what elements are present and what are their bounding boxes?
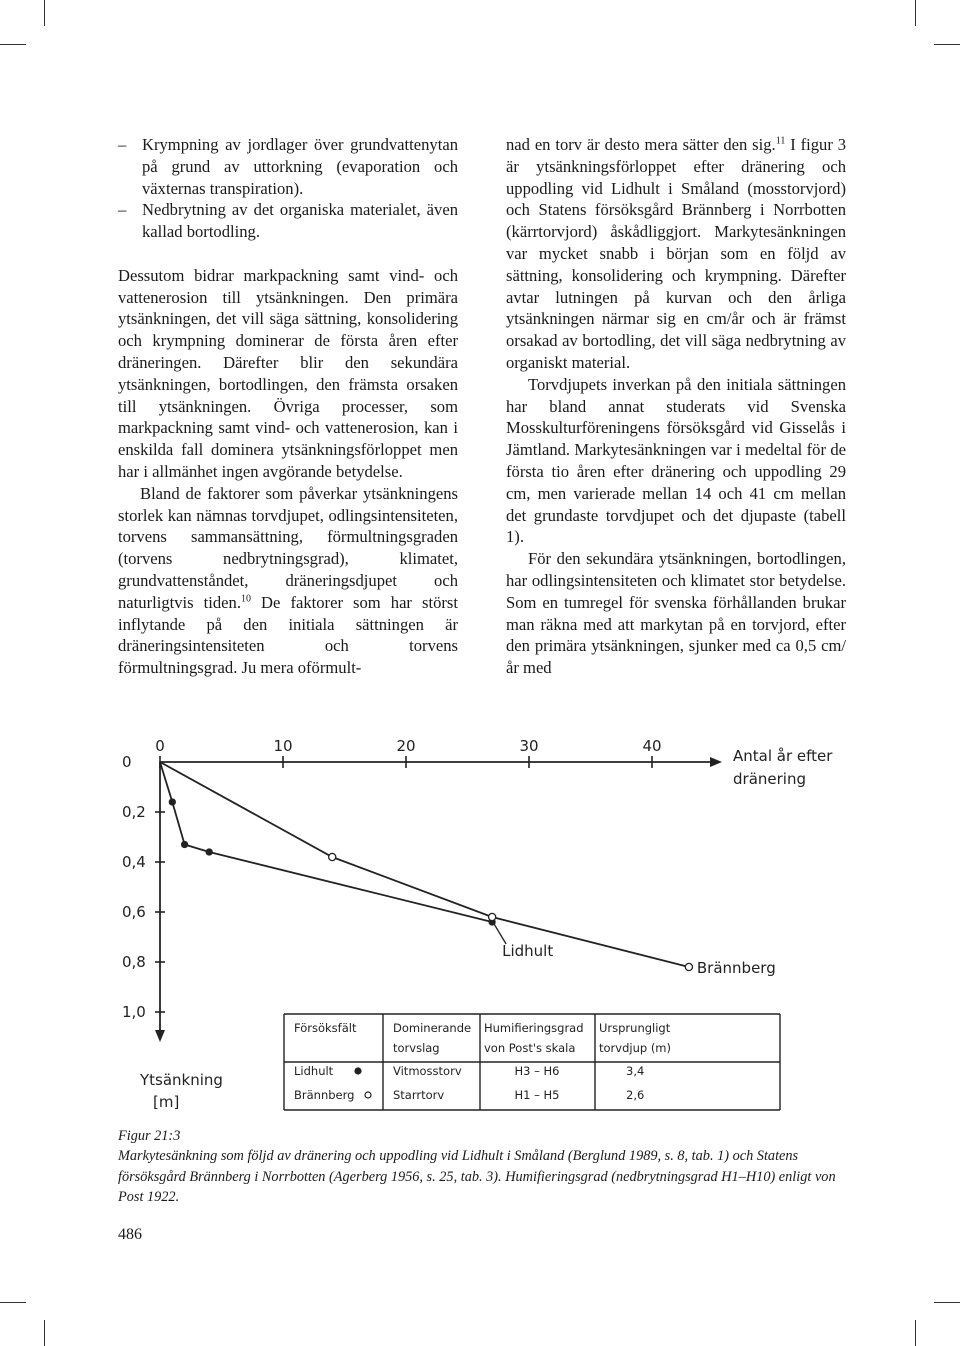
data-point bbox=[329, 853, 336, 860]
crop-mark bbox=[915, 0, 916, 26]
footnote-ref: 10 bbox=[240, 593, 251, 605]
paragraph: För den sekundära ytsänkningen, bortodlingen, har odlingsintensiteten och klimatet stor betydelse. Som en tumregel för svenska förhållanden brukar man räkna med att markytan på en torvjord, efter den primära ytsänkningen, sjunker med ca 0,5 cm/år med bbox=[506, 549, 846, 678]
paragraph bbox=[118, 483, 458, 679]
crop-mark bbox=[44, 1320, 45, 1346]
table-header: Ursprungligt bbox=[599, 1021, 671, 1035]
bullet-item bbox=[118, 134, 458, 199]
legend-marker bbox=[355, 1068, 361, 1074]
table-cell: 2,6 bbox=[626, 1088, 645, 1102]
y-tick-label: 0,6 bbox=[122, 903, 146, 921]
x-tick-label: 10 bbox=[273, 737, 293, 755]
x-ticks bbox=[155, 737, 661, 768]
paragraph-text: I figur 3 är ytsänkningsförloppet efter dränering och uppodling vid Lidhult i Småland (mosstorvjord) och Statens försöksgård Brännberg i Norrbotten (kärrtorvjord) åskådliggjort. Markytesänkningen var mycket snabb i början som en följd av sättning, konsolidering och krympning. Därefter avtar lutningen på kurvan och den årliga ytsänkningen närmar sig en cm/år och är främst orsakad av bortodling, det vill säga nedbrytning av organiskt material. bbox=[506, 135, 846, 372]
x-tick-label: 20 bbox=[396, 737, 416, 755]
x-tick-label: 40 bbox=[642, 737, 662, 755]
table-cell: 3,4 bbox=[626, 1064, 645, 1078]
series-label: Lidhult bbox=[502, 942, 554, 960]
series-label: Brännberg bbox=[696, 959, 776, 977]
series-label-leader bbox=[494, 924, 506, 944]
y-axis-label: Ytsänkning bbox=[140, 1071, 223, 1089]
y-tick-label: 1,0 bbox=[122, 1003, 146, 1021]
figure-caption bbox=[118, 1126, 858, 1208]
x-tick-label: 0 bbox=[155, 737, 165, 755]
bullet-marker: – bbox=[118, 200, 127, 220]
bullet-text: Nedbrytning av det organiska materialet, även kallad bortodling. bbox=[142, 200, 458, 242]
y-tick-label: 0,2 bbox=[122, 803, 146, 821]
table-header: Humifieringsgrad bbox=[484, 1021, 584, 1035]
crop-mark bbox=[934, 44, 960, 45]
table-cell: Starrtorv bbox=[393, 1088, 445, 1102]
crop-mark bbox=[0, 1302, 26, 1303]
legend-marker bbox=[365, 1092, 371, 1098]
data-point bbox=[169, 799, 175, 805]
legend-table bbox=[284, 1014, 780, 1110]
right-text-column bbox=[506, 134, 846, 679]
bullet-text: Krympning av jordlager över grundvattenytan på grund av uttorkning (evaporation och växternas transpiration). bbox=[142, 135, 458, 198]
table-header: von Post's skala bbox=[484, 1041, 576, 1055]
data-point bbox=[206, 849, 212, 855]
bullet-marker: – bbox=[118, 135, 127, 154]
table-cell: H3 – H6 bbox=[514, 1064, 560, 1078]
x-axis-arrow bbox=[710, 757, 722, 767]
table-cell: Lidhult bbox=[294, 1064, 334, 1078]
data-point bbox=[489, 913, 496, 920]
table-cell: Brännberg bbox=[294, 1088, 355, 1102]
table-header: torvslag bbox=[393, 1041, 440, 1055]
left-text-column bbox=[118, 134, 458, 679]
y-axis-label: [m] bbox=[153, 1093, 180, 1111]
crop-mark bbox=[934, 1302, 960, 1303]
table-header: Dominerande bbox=[393, 1021, 472, 1035]
y-tick-label: 0,4 bbox=[122, 853, 146, 871]
data-point bbox=[685, 963, 692, 970]
y-tick-label: 0 bbox=[122, 753, 132, 771]
paragraph-text: Bland de faktorer som påverkar ytsänkningens storlek kan nämnas torvdjupet, odlingsintensiteten, torvens sammansättning, förmultningsgraden (torvens nedbrytningsgrad), klimatet, grundvattenståndet, dräneringsdjupet och naturligtvis tiden. bbox=[118, 483, 458, 612]
page-number: 486 bbox=[118, 1226, 142, 1243]
table-header: torvdjup (m) bbox=[599, 1041, 671, 1055]
paragraph-text: De faktorer som har störst inflytande på den initiala sättningen är dräneringsintensiteten och torvens förmultningsgrad. Ju mera oförmult- bbox=[118, 592, 458, 678]
crop-mark bbox=[44, 0, 45, 26]
bullet-item bbox=[118, 199, 458, 243]
y-tick-label: 0,8 bbox=[122, 953, 146, 971]
chart-series bbox=[160, 762, 776, 977]
paragraph: Torvdjupets inverkan på den initiala sättningen har bland annat studerats vid Svenska Mosskulturföreningens försöksgård vid Gisselås i Jämtland. Markytesänkningen var i medeltal för de första tio åren efter dränering och uppodling 29 cm, men varierade mellan 14 och 41 cm mellan det grundaste torvdjupet och det djupaste (tabell 1). bbox=[506, 374, 846, 547]
y-ticks bbox=[122, 753, 165, 1021]
crop-mark bbox=[0, 44, 26, 45]
table-cell: H1 – H5 bbox=[514, 1088, 560, 1102]
x-axis-label: dränering bbox=[733, 770, 806, 788]
paragraph bbox=[506, 134, 846, 374]
footnote-ref: 11 bbox=[775, 135, 786, 147]
settlement-chart bbox=[110, 730, 850, 1120]
paragraph-text: nad en torv är desto mera sätter den sig. bbox=[506, 135, 776, 154]
data-point bbox=[182, 842, 188, 848]
paragraph: Dessutom bidrar markpackning samt vind- och vattenerosion till ytsänkningen. Den primära ytsänkningen, det vill säga sättning, konsolidering och krympning dominerar de första åren efter dräneringen. Därefter blir den sekundära ytsänkningen, bortodlingen, den främsta orsaken till ytsänkningen. Övriga processer, som markpackning samt vind- och vattenerosion, kan i enskilda fall dominera ytsänkningsförloppet men har i allmänhet ingen avgörande betydelse. bbox=[118, 265, 458, 481]
chart-axes bbox=[155, 757, 722, 1042]
series-line-brännberg bbox=[160, 762, 689, 967]
x-tick-label: 30 bbox=[519, 737, 539, 755]
crop-mark bbox=[915, 1320, 916, 1346]
caption-label: Figur 21:3 bbox=[118, 1128, 181, 1144]
caption-text: Markytesänkning som följd av dränering och uppodling vid Lidhult i Småland (Berglund 1989, s. 8, tab. 1) och Statens försöksgård Brännberg i Norrbotten (Agerberg 1956, s. 25, tab. 3). Humifieringsgrad (nedbrytningsgrad H1–H10) enligt von Post 1922. bbox=[118, 1148, 836, 1206]
y-axis-arrow bbox=[155, 1030, 165, 1042]
table-cell: Vitmosstorv bbox=[393, 1064, 462, 1078]
x-axis-label: Antal år efter bbox=[733, 747, 833, 765]
table-header: Försöksfält bbox=[294, 1021, 357, 1035]
